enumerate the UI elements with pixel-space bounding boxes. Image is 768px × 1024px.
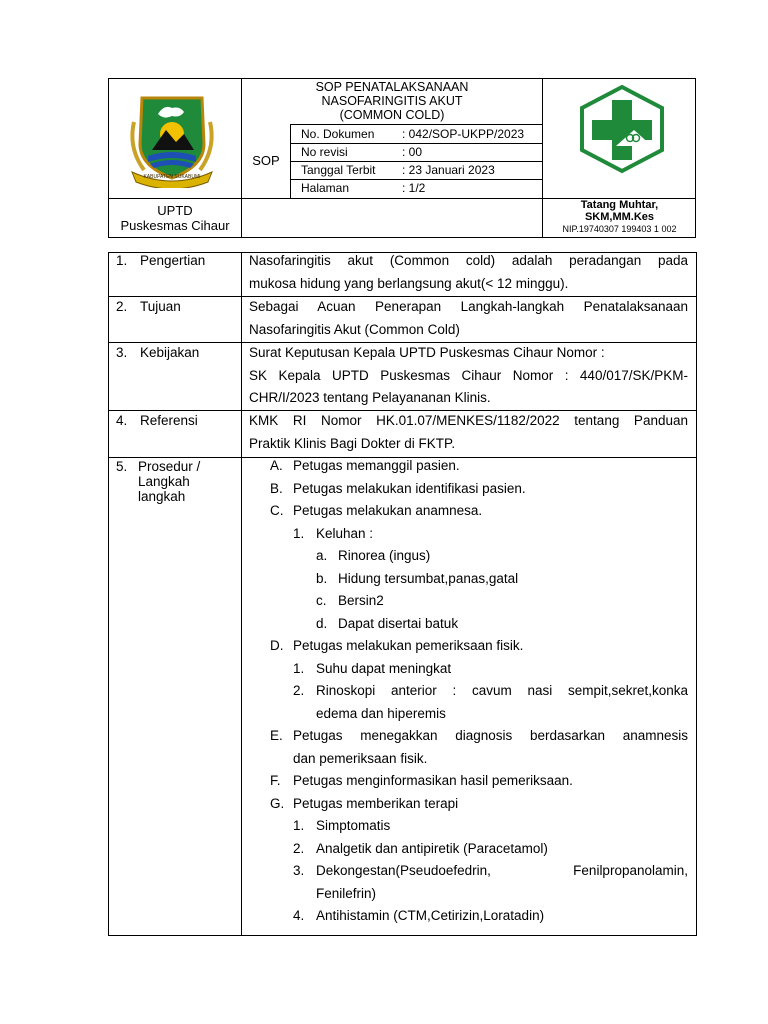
step-marker: 2. <box>293 683 305 698</box>
section-title: Pengertian <box>140 253 206 268</box>
section-number: 1. <box>116 253 128 268</box>
meta-value: : 1/2 <box>402 181 426 195</box>
section-label-referensi <box>116 410 241 433</box>
step-text: edema dan hiperemis <box>316 705 446 721</box>
step-text: Dapat disertai batuk <box>338 615 459 631</box>
signer-name: Tatang Muhtar, <box>580 199 659 211</box>
step-text: Petugas melakukan anamnesa. <box>293 503 483 518</box>
step-text: Suhu dapat meningkat <box>316 660 452 676</box>
step-marker: B. <box>270 480 283 496</box>
section-number: 3. <box>116 345 128 360</box>
content-line: Sebagai Acuan Penerapan Langkah-langkah Penatalaksanaan <box>249 299 688 314</box>
title-line: (COMMON COLD) <box>339 108 445 122</box>
signer-nip: NIP.19740307 199403 1 002 <box>562 224 677 234</box>
section-title: Langkah <box>138 474 190 489</box>
meta-label: Halaman <box>301 181 350 195</box>
section-number: 4. <box>116 413 128 428</box>
title-line: NASOFARINGITIS AKUT <box>321 94 463 108</box>
step-marker: A. <box>270 458 283 473</box>
section-label-kebijakan <box>116 342 241 365</box>
content-line: Praktik Klinis Bagi Dokter di FKTP. <box>249 435 456 451</box>
step-marker: 1. <box>293 660 305 676</box>
content-line: mukosa hidung yang berlangsung akut(< 12 minggu). <box>249 275 569 291</box>
regency-emblem <box>124 92 220 188</box>
step-text: dan pemeriksaan fisik. <box>293 750 428 766</box>
signer-name: SKM,MM.Kes <box>584 211 655 223</box>
meta-row <box>291 161 542 180</box>
meta-row <box>291 179 542 198</box>
step-text: Simptomatis <box>316 818 391 833</box>
step-marker: G. <box>270 795 285 811</box>
step-text: Antihistamin (CTM,Cetirizin,Loratadin) <box>316 908 545 923</box>
puskesmas-logo <box>578 84 666 174</box>
step-marker: C. <box>270 503 284 518</box>
procedure-steps <box>242 455 697 933</box>
step-marker: 2. <box>293 840 305 856</box>
step-text: Fenilefrin) <box>316 885 377 901</box>
step-text: Petugas memanggil pasien. <box>293 458 460 473</box>
section-title: langkah <box>138 489 186 504</box>
step-text: Bersin2 <box>338 593 384 608</box>
step-marker: E. <box>270 728 283 743</box>
meta-value: : 042/SOP-UKPP/2023 <box>402 127 525 141</box>
step-text: Petugas melakukan identifikasi pasien. <box>293 480 526 496</box>
content-line: Nasofaringitis Akut (Common Cold) <box>249 321 460 337</box>
title-line: SOP PENATALAKSANAAN <box>315 80 469 94</box>
content-line: Nasofaringitis akut (Common cold) adalah peradangan pada <box>249 253 688 268</box>
step-marker: a. <box>316 548 328 563</box>
step-marker: b. <box>316 570 328 586</box>
content-line: KMK RI Nomor HK.01.07/MENKES/1182/2022 tentang Panduan <box>249 413 688 428</box>
meta-value: : 00 <box>402 145 423 159</box>
step-marker: d. <box>316 615 328 631</box>
signer-block <box>543 199 696 235</box>
step-marker: 3. <box>293 863 305 878</box>
content-line: Surat Keputusan Kepala UPTD Puskesmas Cihaur Nomor : <box>249 345 605 360</box>
step-text: Petugas menegakkan diagnosis berdasarkan anamnesis <box>293 728 688 743</box>
step-text: Petugas memberikan terapi <box>293 795 459 811</box>
sop-label: SOP <box>252 153 280 168</box>
unit-line: Puskesmas Cihaur <box>120 218 230 233</box>
section-content-referensi <box>249 410 688 455</box>
step-text: Analgetik dan antipiretik (Paracetamol) <box>316 840 548 856</box>
unit-name <box>109 203 241 233</box>
step-text: Petugas menginformasikan hasil pemeriksaan. <box>293 773 573 788</box>
section-label-pengertian <box>116 250 241 273</box>
document-meta <box>291 125 542 198</box>
step-marker: c. <box>316 593 327 608</box>
meta-value: : 23 Januari 2023 <box>402 163 495 177</box>
step-text: Keluhan : <box>316 525 374 541</box>
section-label-tujuan <box>116 296 241 319</box>
step-marker: 1. <box>293 818 305 833</box>
section-title: Referensi <box>140 413 198 428</box>
section-number: 5. <box>116 459 128 474</box>
meta-label: No revisi <box>301 145 348 159</box>
step-text: Rinorea (ingus) <box>338 548 431 563</box>
step-text: Hidung tersumbat,panas,gatal <box>338 570 519 586</box>
meta-label: Tanggal Terbit <box>301 163 376 177</box>
sop-title <box>242 80 542 122</box>
section-title: Tujuan <box>140 299 181 314</box>
meta-row <box>291 125 542 144</box>
section-content-kebijakan <box>249 342 688 410</box>
step-text: Dekongestan(Pseudoefedrin, Fenilpropanolamin, <box>316 863 688 878</box>
step-marker: F. <box>270 773 281 788</box>
section-number: 2. <box>116 299 128 314</box>
step-text: Rinoskopi anterior : cavum nasi sempit,sekret,konka <box>316 683 688 698</box>
section-title: Prosedur / <box>138 459 201 474</box>
emblem-ribbon-text: KABUPATEN SUKABUMI <box>143 174 201 180</box>
step-marker: D. <box>270 638 284 653</box>
section-title: Kebijakan <box>140 345 200 360</box>
meta-row <box>291 143 542 162</box>
unit-line: UPTD <box>157 203 193 218</box>
step-marker: 4. <box>293 908 305 923</box>
step-text: Petugas melakukan pemeriksaan fisik. <box>293 638 524 653</box>
content-line: SK Kepala UPTD Puskesmas Cihaur Nomor : 440/017/SK/PKM- <box>249 367 688 383</box>
step-marker: 1. <box>293 525 305 541</box>
meta-label: No. Dokumen <box>301 127 375 141</box>
section-content-tujuan <box>249 296 688 341</box>
section-content-pengertian <box>249 250 688 295</box>
content-line: CHR/I/2023 tentang Pelayananan Klinis. <box>249 390 491 405</box>
